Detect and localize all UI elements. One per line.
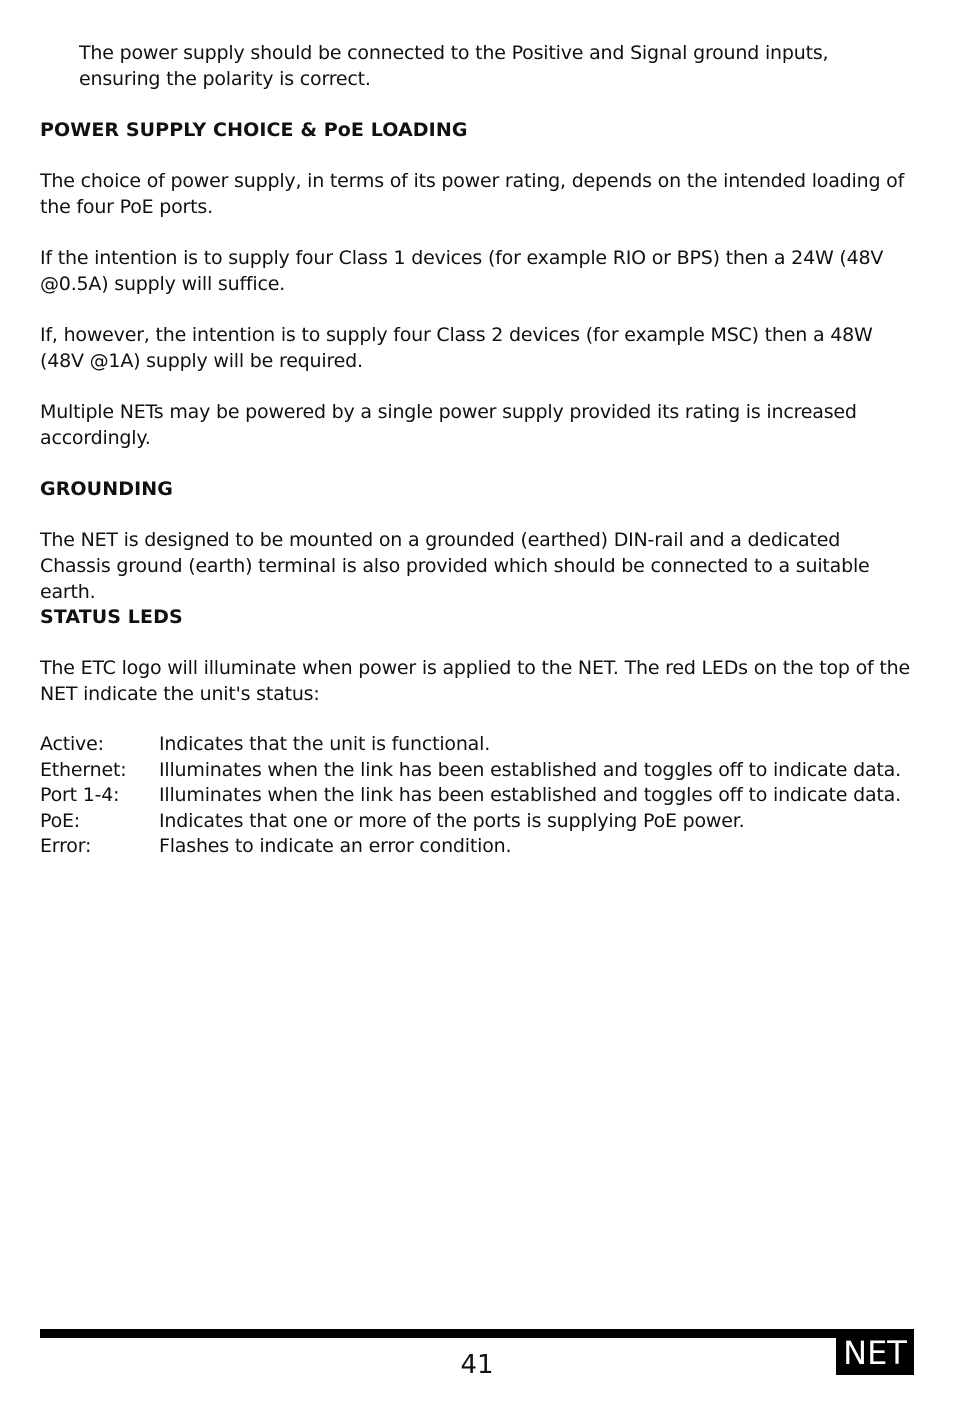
- power-supply-heading: POWER SUPPLY CHOICE & PoE LOADING: [40, 119, 468, 141]
- grounding-heading: GROUNDING: [40, 478, 173, 500]
- status-leds-paragraph: The ETC logo will illuminate when power is applied to the NET. The red LEDs on the top of the NET indicate the unit's status:: [40, 657, 910, 705]
- led-name: Error:: [40, 835, 92, 857]
- led-description: Flashes to indicate an error condition.: [159, 835, 512, 857]
- brand-logo: NET: [836, 1331, 914, 1375]
- led-description: Indicates that the unit is functional.: [159, 733, 491, 755]
- led-name: Port 1-4:: [40, 784, 120, 806]
- power-supply-paragraph-2: If the intention is to supply four Class 1 devices (for example RIO or BPS) then a 24W (48V @0.5A) supply will suffice.: [40, 247, 884, 295]
- led-description: Indicates that one or more of the ports is supplying PoE power.: [159, 810, 745, 832]
- intro-paragraph: The power supply should be connected to the Positive and Signal ground inputs, ensuring the polarity is correct.: [79, 42, 829, 90]
- led-name: Active:: [40, 733, 104, 755]
- led-name: PoE:: [40, 810, 81, 832]
- led-description: Illuminates when the link has been established and toggles off to indicate data.: [159, 784, 901, 806]
- page-number: 41: [460, 1350, 494, 1380]
- led-description: Illuminates when the link has been established and toggles off to indicate data.: [159, 759, 901, 781]
- led-name: Ethernet:: [40, 759, 127, 781]
- footer-rule: [40, 1329, 914, 1338]
- power-supply-paragraph-3: If, however, the intention is to supply four Class 2 devices (for example MSC) then a 48W (48V @1A) supply will be required.: [40, 324, 873, 372]
- status-leds-heading: STATUS LEDS: [40, 606, 183, 628]
- power-supply-paragraph-4: Multiple NETs may be powered by a single power supply provided its rating is increased accordingly.: [40, 401, 857, 449]
- grounding-paragraph: The NET is designed to be mounted on a grounded (earthed) DIN-rail and a dedicated Chassis ground (earth) terminal is also provided which should be connected to a suitable earth.: [40, 529, 870, 603]
- power-supply-paragraph-1: The choice of power supply, in terms of its power rating, depends on the intended loading of the four PoE ports.: [40, 170, 905, 218]
